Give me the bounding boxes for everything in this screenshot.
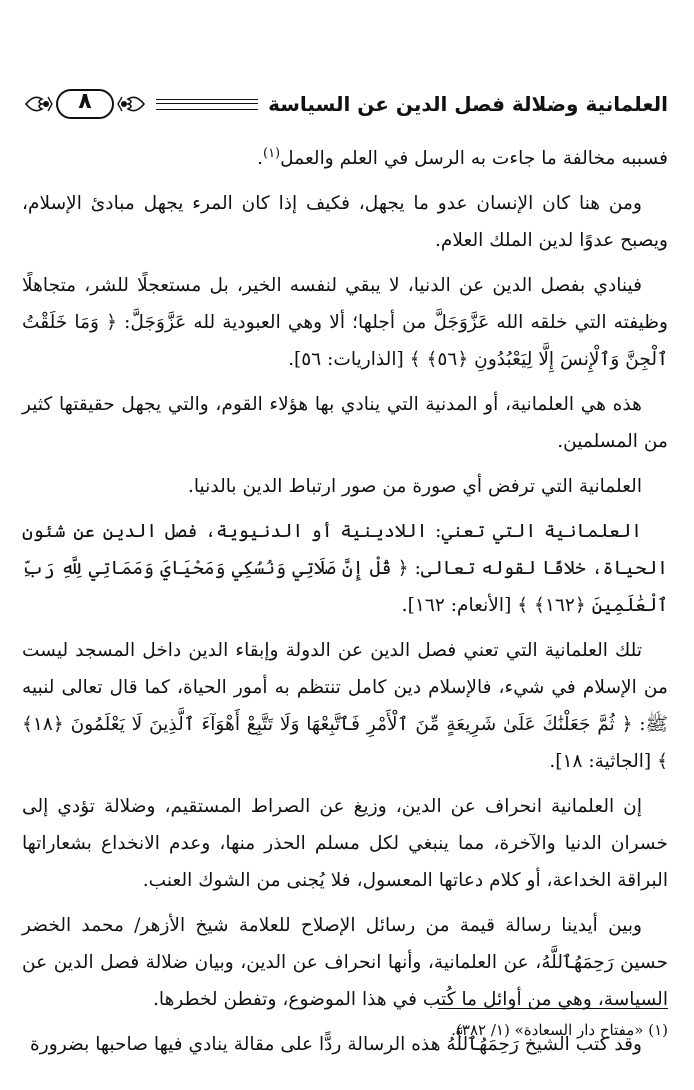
right-flourish-icon [116,89,146,119]
paragraph-1 [22,140,668,177]
footnote-separator [438,1008,668,1009]
main-text [22,140,668,1071]
paragraph-4: هذه هي العلمانية، أو المدنية التي ينادي بها هؤلاء القوم، والتي يجهل حقيقتها كثير من المسلمين. [22,394,668,452]
paragraph-9: وبين أيدينا رسالة قيمة من رسائل الإصلاح للعلامة شيخ الأزهر/ محمد الخضر حسين رَحِمَهُٱللَّهُ، عن العلمانية، وأنها انحراف عن الدين، وبيان ضلالة فصل الدين عن السياسة، وهي من أوائل ما كُتب في هذا الموضوع، وتفطن لخطرها. [22,915,668,1010]
footnote: (١) «مفتاح دار السعادة» (١/ ٣٨٢). [451,1021,668,1039]
paragraph-8: إن العلمانية انحراف عن الدين، وزيغ عن الصراط المستقيم، وضلالة تؤدي إلى خسران الدنيا والآخرة، مما ينبغي لكل مسلم الحذر منها، وعدم الانخداع بشعاراتها البراقة الخداعة، أو كلام دعاتها المعسول، فلا يُجنى من الشوك العنب. [22,796,668,891]
footnote-reference[interactable]: (١) [262,145,281,161]
paragraph-3: فينادي بفصل الدين عن الدنيا، لا يبقي لنفسه الخير، بل مستعجلًا للشر، متجاهلًا وظيفته التي خلقه الله عَزَّوَجَلَّ من أجلها؛ ألا وهي العبودية لله عَزَّوَجَلَّ: ﴿ وَمَا خَلَقْتُ ٱلْجِنَّ وَٱلْإِنسَ إِلَّا لِيَعْبُدُونِ ﴿٥٦﴾ ﴾ [الذاريات: ٥٦]. [22,275,668,370]
paragraph-7: تلك العلمانية التي تعني فصل الدين عن الدولة وإبقاء الدين داخل المسجد ليست من الإسلام في شيء، فالإسلام دين كامل تنتظم به أمور الحياة، كما قال تعالى لنبيه ﷺ: ﴿ ثُمَّ جَعَلْنَٰكَ عَلَىٰ شَرِيعَةٍ مِّنَ ٱلْأَمْرِ فَٱتَّبِعْهَا وَلَا تَتَّبِعْ أَهْوَآءَ ٱلَّذِينَ لَا يَعْلَمُونَ ﴿١٨﴾ ﴾ [الجاثية: ١٨]. [22,640,668,772]
paragraph-1-text: فسببه مخالفة ما جاءت به الرسل في العلم والعمل [280,148,668,169]
paragraph-2: ومن هنا كان الإنسان عدو ما يجهل، فكيف إذا كان المرء يجهل مبادئ الإسلام، ويصبح عدوًا لدين الملك العلام. [22,193,668,251]
left-flourish-icon [24,89,54,119]
page-number-frame [54,87,116,121]
paragraph-5: العلمانية التي ترفض أي صورة من صور ارتباط الدين بالدنيا. [187,476,642,497]
paragraph-1-end: . [257,148,263,169]
header-rule [156,99,258,110]
paragraph-6: العلمانية التي تعني: اللادينية أو الدنيوية، فصل الدين عن شئون الحياة، خلافًا لقوله تعالى: ﴿ قُلْ إِنَّ صَلَاتِي وَنُسُكِي وَمَحْيَايَ وَمَمَاتِي لِلَّهِ رَبِّ ٱلْعَٰلَمِينَ ﴿١٦٢﴾ ﴾ [الأنعام: ١٦٢]. [22,521,668,616]
page-number: ٨ [78,89,92,114]
page-number-ornament [24,87,146,121]
paragraph-10: وقد كتب الشيخ رَحِمَهُٱللَّهُ هذه الرسالة ردًّا على مقالة ينادي فيها صاحبها بضرورة [30,1034,642,1055]
running-title: العلمانية وضلالة فصل الدين عن السياسة [268,92,668,116]
page-header [24,82,668,126]
